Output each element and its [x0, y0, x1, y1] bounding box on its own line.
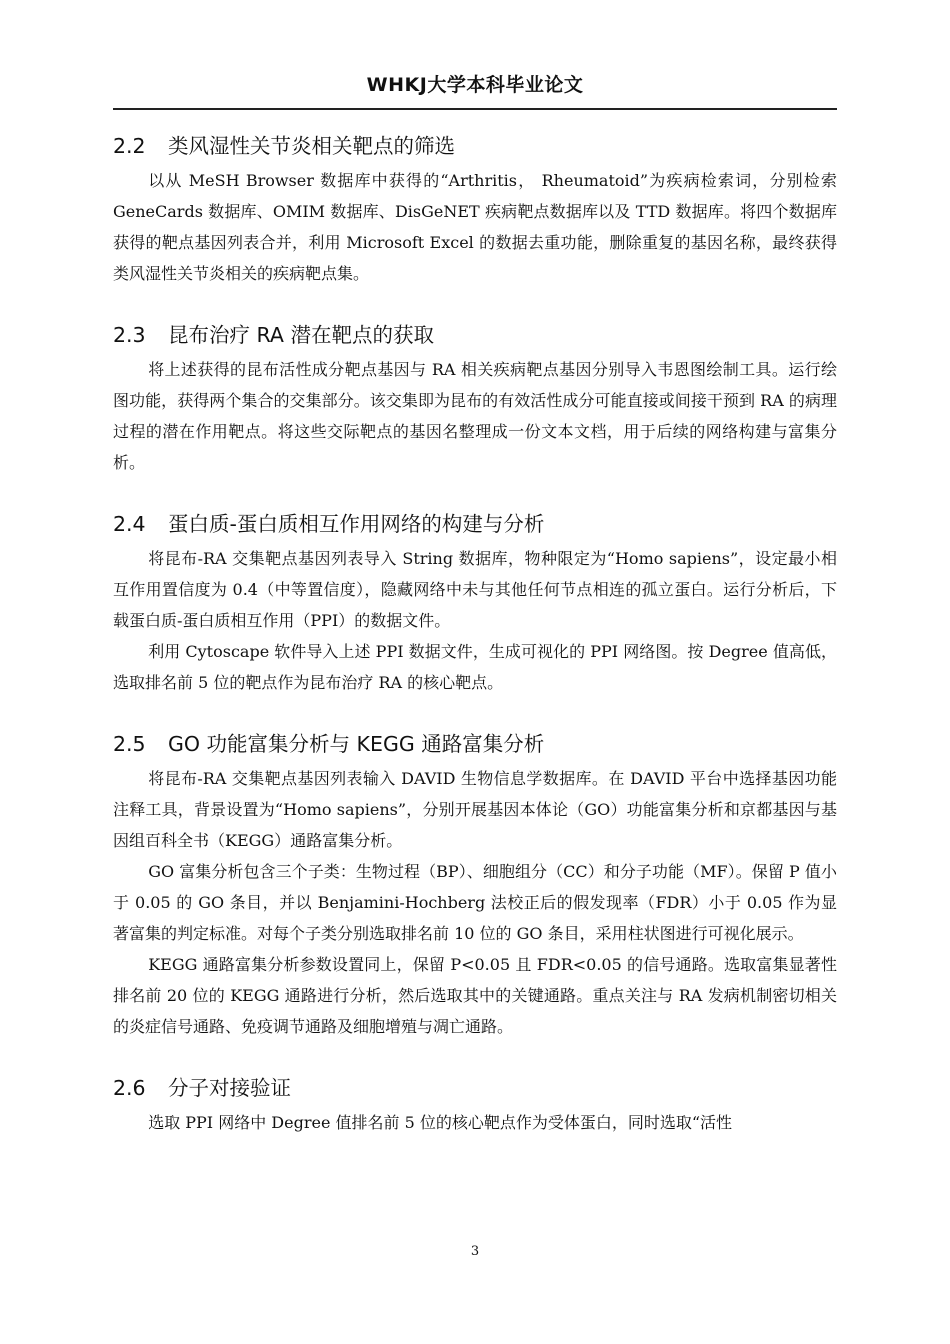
- section-number: 2.4: [113, 512, 146, 536]
- header-rule: [113, 108, 837, 110]
- page-body: [113, 118, 837, 1138]
- page-number: 3: [470, 1244, 480, 1259]
- section-number: 2.6: [113, 1076, 146, 1100]
- section-heading: [113, 307, 837, 354]
- paragraph: 将昆布-RA 交集靶点基因列表输入 DAVID 生物信息学数据库。在 DAVID 平台中选择基因功能注释工具，背景设置为“Homo sapiens”，分别开展基因本体论（GO）功能富集分析和京都基因与基因组百科全书（KEGG）通路富集分析。: [113, 769, 837, 850]
- paragraph: KEGG 通路富集分析参数设置同上，保留 P<0.05 且 FDR<0.05 的信号通路。选取富集显著性排名前 20 位的 KEGG 通路进行分析，然后选取其中的关键通路。重点关注与 RA 发病机制密切相关的炎症信号通路、免疫调节通路及细胞增殖与凋亡通路。: [113, 955, 837, 1036]
- section-title: 蛋白质-蛋白质相互作用网络的构建与分析: [168, 512, 545, 536]
- section-title: 分子对接验证: [168, 1076, 291, 1100]
- section-number: 2.5: [113, 732, 146, 756]
- section-heading: [113, 118, 837, 165]
- section-2-3: [113, 307, 837, 478]
- section-number: 2.3: [113, 323, 146, 347]
- section-number: 2.2: [113, 134, 146, 158]
- section-2-6: [113, 1060, 837, 1138]
- section-2-2: [113, 118, 837, 289]
- section-title: GO 功能富集分析与 KEGG 通路富集分析: [168, 732, 545, 756]
- paragraph: 将昆布-RA 交集靶点基因列表导入 String 数据库，物种限定为“Homo sapiens”，设定最小相互作用置信度为 0.4（中等置信度），隐藏网络中未与其他任何节点相连的孤立蛋白。运行分析后，下载蛋白质-蛋白质相互作用（PPI）的数据文件。: [113, 549, 837, 630]
- section-2-5: [113, 716, 837, 1042]
- paragraph: 利用 Cytoscape 软件导入上述 PPI 数据文件，生成可视化的 PPI 网络图。按 Degree 值高低，选取排名前 5 位的靶点作为昆布治疗 RA 的核心靶点。: [113, 642, 837, 692]
- paragraph: GO 富集分析包含三个子类：生物过程（BP）、细胞组分（CC）和分子功能（MF）。保留 P 值小于 0.05 的 GO 条目，并以 Benjamini-Hochberg 法校正后的假发现率（FDR）小于 0.05 作为显著富集的判定标准。对每个子类分别选取排名前 10 位的 GO 条目，采用柱状图进行可视化展示。: [113, 862, 837, 943]
- paragraph: 选取 PPI 网络中 Degree 值排名前 5 位的核心靶点作为受体蛋白，同时选取“活性: [148, 1113, 733, 1132]
- section-2-4: [113, 496, 837, 698]
- section-heading: [113, 496, 837, 543]
- paragraph: 将上述获得的昆布活性成分靶点基因与 RA 相关疾病靶点基因分别导入韦恩图绘制工具。运行绘图功能，获得两个集合的交集部分。该交集即为昆布的有效活性成分可能直接或间接干预到 RA 的病理过程的潜在作用靶点。将这些交际靶点的基因名整理成一份文本文档，用于后续的网络构建与富集分析。: [113, 360, 837, 472]
- section-title: 昆布治疗 RA 潜在靶点的获取: [168, 323, 434, 347]
- paragraph: 以从 MeSH Browser 数据库中获得的“Arthritis， Rheumatoid”为疾病检索词，分别检索 GeneCards 数据库、OMIM 数据库、DisGeNET 疾病靶点数据库以及 TTD 数据库。将四个数据库获得的靶点基因列表合并，利用 Microsoft Excel 的数据去重功能，删除重复的基因名称，最终获得类风湿性关节炎相关的疾病靶点集。: [113, 171, 837, 283]
- running-header: WHKJ大学本科毕业论文: [366, 74, 584, 96]
- section-heading: [113, 716, 837, 763]
- section-title: 类风湿性关节炎相关靶点的筛选: [168, 134, 455, 158]
- section-heading: [113, 1060, 837, 1107]
